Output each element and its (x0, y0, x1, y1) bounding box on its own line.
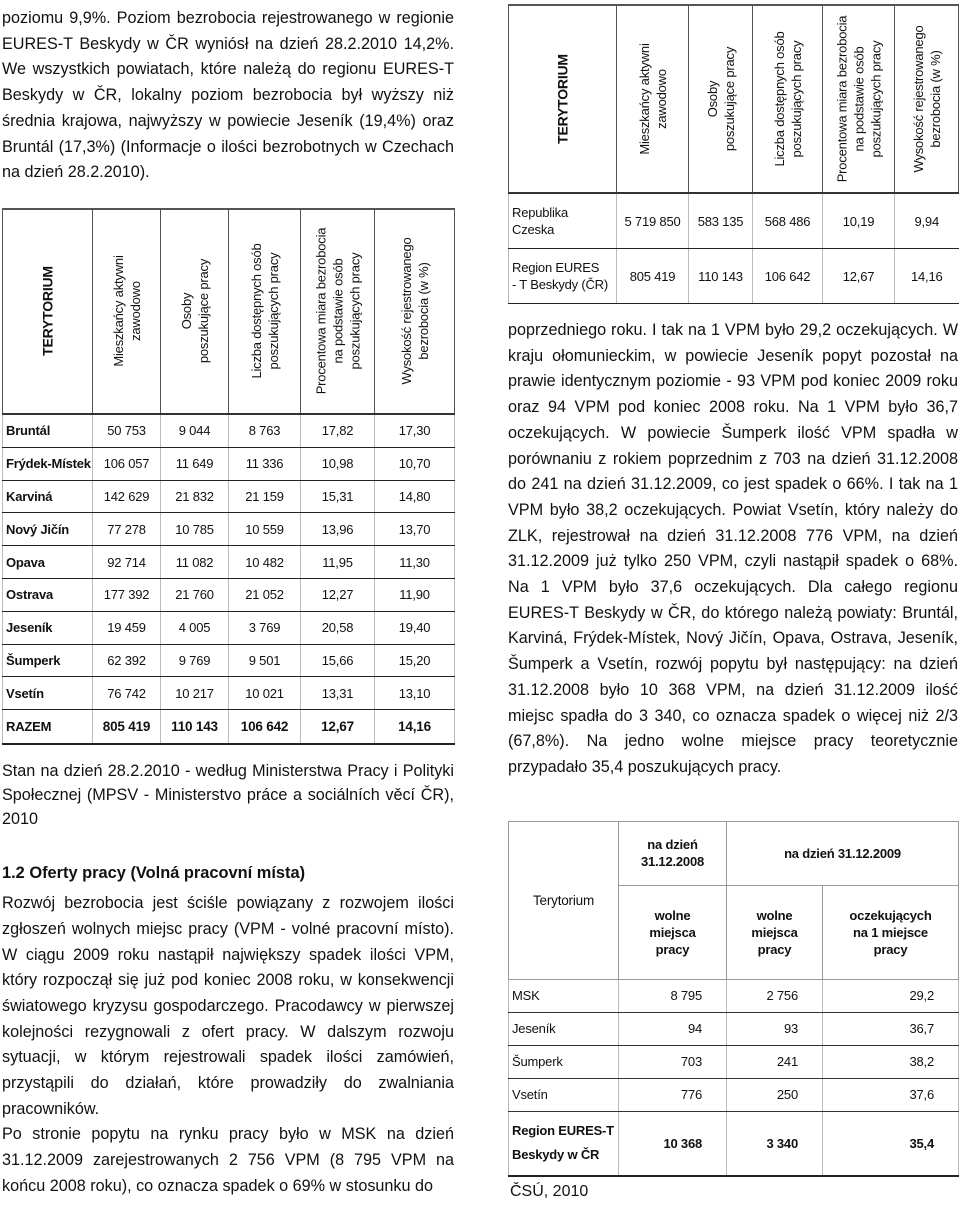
cell-value: 17,30 (375, 414, 455, 447)
cell-value: 62 392 (93, 644, 161, 677)
cell-value: 38,2 (823, 1045, 959, 1078)
header-terytorium: TERYTORIUM (3, 209, 93, 414)
cell-value: 15,31 (301, 480, 375, 513)
header-date-2009: na dzień 31.12.2009 (727, 821, 959, 885)
body-paragraph-1: Rozwój bezrobocia jest ściśle powiązany z rozwojem ilości zgłoszeń wolnych miejsc pracy (VPM - volné pracovní místo). W ciągu 2009 roku nastąpił największy spadek ilości VPM, który rozpoczął się już pod koniec 2008 roku, w konsekwencji światowego kryzysu gospodarczego. Pracodawcy w pierwszej kolejności rezygnowali z ofert pracy. W dalszym rozwoju sytuacji, w którym rejestrowali spadek ilości zamówień, przystąpili do działań, które prowadziły do zwalniania pracowników. (2, 894, 454, 1118)
row-label: RAZEM (3, 710, 93, 745)
intro-paragraph: poziomu 9,9%. Poziom bezrobocia rejestrowanego w regionie EURES-T Beskydy w ČR wyniósł na dzień 28.2.2010 14,2%. We wszystkich powiatach, które należą do regionu EURES-T Beskydy w ČR, lokalny poziom bezrobocia był wyższy niż średnia krajowa, najwyższy w powiecie Jeseník (19,4%) oraz Bruntál (17,3%) (Informacje o ilości bezrobotnych w Czechach na dzień 28.2.2010). (2, 9, 454, 182)
cell-value: 19 459 (93, 611, 161, 644)
cell-value: 19,40 (375, 611, 455, 644)
cell-value: 805 419 (617, 249, 689, 304)
table-row (3, 414, 455, 447)
table-source: Stan na dzień 28.2.2010 - według Ministerstwa Pracy i Polityki Społecznej (MPSV - Ministerstvo práce a sociálních věcí ČR), 2010 (2, 762, 454, 829)
left-column (2, 6, 454, 1200)
cell-value: 11 649 (161, 447, 229, 480)
cell-value: 4 005 (161, 611, 229, 644)
cell-value: 14,80 (375, 480, 455, 513)
header-unemployment-measure: Procentowa miara bezrobocia na podstawie osób poszukujących pracy (823, 5, 895, 193)
row-label: Vsetín (509, 1078, 619, 1111)
cell-value: 13,70 (375, 513, 455, 546)
row-label: Nový Jičín (3, 513, 93, 546)
cell-value: 8 795 (619, 979, 727, 1012)
row-label: Karviná (3, 480, 93, 513)
section-heading: 1.2 Oferty pracy (Volná pracovní místa) (2, 864, 306, 883)
cell-value: 10 021 (229, 677, 301, 710)
cell-value: 21 832 (161, 480, 229, 513)
cell-value: 11,30 (375, 546, 455, 579)
cell-value: 142 629 (93, 480, 161, 513)
cell-value: 10,19 (823, 193, 895, 249)
cell-value: 110 143 (689, 249, 753, 304)
cell-value: 3 769 (229, 611, 301, 644)
job-offers-table (508, 821, 959, 1177)
cell-value: 15,66 (301, 644, 375, 677)
offers-source: ČSÚ, 2010 (510, 1182, 589, 1200)
table-row (509, 1012, 959, 1045)
row-label: Region EURES-T Beskydy w ČR (509, 1111, 619, 1176)
table-row (3, 611, 455, 644)
header-terytorium: TERYTORIUM (509, 5, 617, 193)
cell-value: 76 742 (93, 677, 161, 710)
table-row (3, 447, 455, 480)
row-label: Jeseník (509, 1012, 619, 1045)
table-row (3, 644, 455, 677)
cell-value: 50 753 (93, 414, 161, 447)
header-available-seekers: Liczba dostępnych osób poszukujących pracy (753, 5, 823, 193)
cell-value: 568 486 (753, 193, 823, 249)
cell-value: 9 769 (161, 644, 229, 677)
cell-value: 8 763 (229, 414, 301, 447)
cell-value: 17,82 (301, 414, 375, 447)
cell-value: 10,70 (375, 447, 455, 480)
cell-value: 106 642 (229, 710, 301, 745)
cell-value: 10 482 (229, 546, 301, 579)
table-total-row (3, 710, 455, 745)
cell-value: 9 044 (161, 414, 229, 447)
table-row (3, 677, 455, 710)
cell-value: 106 642 (753, 249, 823, 304)
body-paragraph-3: poprzedniego roku. I tak na 1 VPM było 29,2 oczekujących. W kraju ołomunieckim, w powiecie Jeseník popyt pozostał na prawie identycznym poziomie - 93 VPM pod koniec 2009 roku oraz 94 VPM pod koniec 2008 roku. Na 1 VPM było 36,7 oczekujących. W powiecie Šumperk ilość VPM spadła w porównaniu z rokiem poprzednim z 703 na dzień 31.12.2008 do 241 na dzień 31.12.2009, co jest spadek o 66%. I tak na 1 VPM było 38,2 oczekujących. Powiat Vsetín, który należy do ZLK, rejestrował na dzień 31.12.2008 776 VPM, na dzień 31.12.2009 już tylko 250 VPM, czyli nastąpił spadek o 68%. Na 1 VPM było 37,6 oczekujących. Dla całego regionu EURES-T Beskydy w ČR, do którego należą powiaty: Bruntál, Karviná, Frýdek-Místek, Nový Jičín, Opava, Ostrava, Jeseník, Šumperk a Vsetín, rozwój popytu był następujący: na dzień 31.12.2008 było 10 368 VPM, na dzień 31.12.2009 ilość miejsc spadła do 3 340, co oznacza spadek o więcej niż 2/3 (67,8%). Na jedno wolne miejsce pracy teoretycznie przypadało 35,4 poszukujących pracy. (508, 321, 958, 776)
cell-value: 583 135 (689, 193, 753, 249)
header-vacancies-2009: wolne miejsca pracy (727, 885, 823, 979)
cell-value: 703 (619, 1045, 727, 1078)
header-terytorium: Terytorium (509, 821, 619, 979)
row-label: Region EURES - T Beskydy (ČR) (509, 249, 617, 304)
cell-value: 10 368 (619, 1111, 727, 1176)
table-row (509, 193, 959, 249)
body-paragraph-2: Po stronie popytu na rynku pracy było w MSK na dzień 31.12.2009 zarejestrowanych 2 756 VPM (8 795 VPM na końcu 2008 roku), co oznacza spadek o 69% w stosunku do (2, 1125, 454, 1195)
table-total-row (509, 1111, 959, 1176)
header-job-seekers: Osoby poszukujące pracy (689, 5, 753, 193)
row-label: Bruntál (3, 414, 93, 447)
header-registered-unemployment: Wysokość rejestrowanego bezrobocia (w %) (895, 5, 959, 193)
cell-value: 11 336 (229, 447, 301, 480)
header-unemployment-measure: Procentowa miara bezrobocia na podstawie osób poszukujących pracy (301, 209, 375, 414)
cell-value: 92 714 (93, 546, 161, 579)
table-row (3, 578, 455, 611)
cell-value: 776 (619, 1078, 727, 1111)
cell-value: 250 (727, 1078, 823, 1111)
table-row (509, 1078, 959, 1111)
cell-value: 21 052 (229, 578, 301, 611)
cell-value: 15,20 (375, 644, 455, 677)
cell-value: 5 719 850 (617, 193, 689, 249)
header-vacancies-2008: wolne miejsca pracy (619, 885, 727, 979)
header-active-residents: Mieszkańcy aktywni zawodowo (93, 209, 161, 414)
cell-value: 9 501 (229, 644, 301, 677)
cell-value: 21 760 (161, 578, 229, 611)
country-table (508, 4, 959, 304)
cell-value: 21 159 (229, 480, 301, 513)
cell-value: 14,16 (895, 249, 959, 304)
table-row (3, 546, 455, 579)
cell-value: 13,31 (301, 677, 375, 710)
cell-value: 12,67 (301, 710, 375, 745)
header-job-seekers: Osoby poszukujące pracy (161, 209, 229, 414)
cell-value: 110 143 (161, 710, 229, 745)
row-label: Vsetín (3, 677, 93, 710)
cell-value: 10 559 (229, 513, 301, 546)
cell-value: 10 217 (161, 677, 229, 710)
cell-value: 12,27 (301, 578, 375, 611)
cell-value: 177 392 (93, 578, 161, 611)
cell-value: 35,4 (823, 1111, 959, 1176)
row-label: MSK (509, 979, 619, 1012)
header-registered-unemployment: Wysokość rejestrowanego bezrobocia (w %) (375, 209, 455, 414)
table-row (509, 249, 959, 304)
cell-value: 36,7 (823, 1012, 959, 1045)
cell-value: 11,95 (301, 546, 375, 579)
cell-value: 3 340 (727, 1111, 823, 1176)
cell-value: 14,16 (375, 710, 455, 745)
cell-value: 29,2 (823, 979, 959, 1012)
table-row (509, 979, 959, 1012)
cell-value: 20,58 (301, 611, 375, 644)
row-label: Šumperk (509, 1045, 619, 1078)
row-label: Jeseník (3, 611, 93, 644)
cell-value: 94 (619, 1012, 727, 1045)
right-column (508, 0, 958, 1201)
table-row (509, 1045, 959, 1078)
cell-value: 106 057 (93, 447, 161, 480)
row-label: Šumperk (3, 644, 93, 677)
cell-value: 11 082 (161, 546, 229, 579)
header-active-residents: Mieszkańcy aktywni zawodowo (617, 5, 689, 193)
districts-table (2, 208, 455, 745)
cell-value: 805 419 (93, 710, 161, 745)
cell-value: 77 278 (93, 513, 161, 546)
header-available-seekers: Liczba dostępnych osób poszukujących pracy (229, 209, 301, 414)
cell-value: 10 785 (161, 513, 229, 546)
row-label: Ostrava (3, 578, 93, 611)
cell-value: 2 756 (727, 979, 823, 1012)
cell-value: 93 (727, 1012, 823, 1045)
cell-value: 11,90 (375, 578, 455, 611)
cell-value: 12,67 (823, 249, 895, 304)
header-date-2008: na dzień 31.12.2008 (619, 821, 727, 885)
cell-value: 37,6 (823, 1078, 959, 1111)
cell-value: 10,98 (301, 447, 375, 480)
row-label: Republika Czeska (509, 193, 617, 249)
header-seekers-per-vacancy: oczekujących na 1 miejsce pracy (823, 885, 959, 979)
row-label: Frýdek-Místek (3, 447, 93, 480)
table-row (3, 480, 455, 513)
cell-value: 13,10 (375, 677, 455, 710)
table-row (3, 513, 455, 546)
cell-value: 13,96 (301, 513, 375, 546)
cell-value: 241 (727, 1045, 823, 1078)
cell-value: 9,94 (895, 193, 959, 249)
row-label: Opava (3, 546, 93, 579)
